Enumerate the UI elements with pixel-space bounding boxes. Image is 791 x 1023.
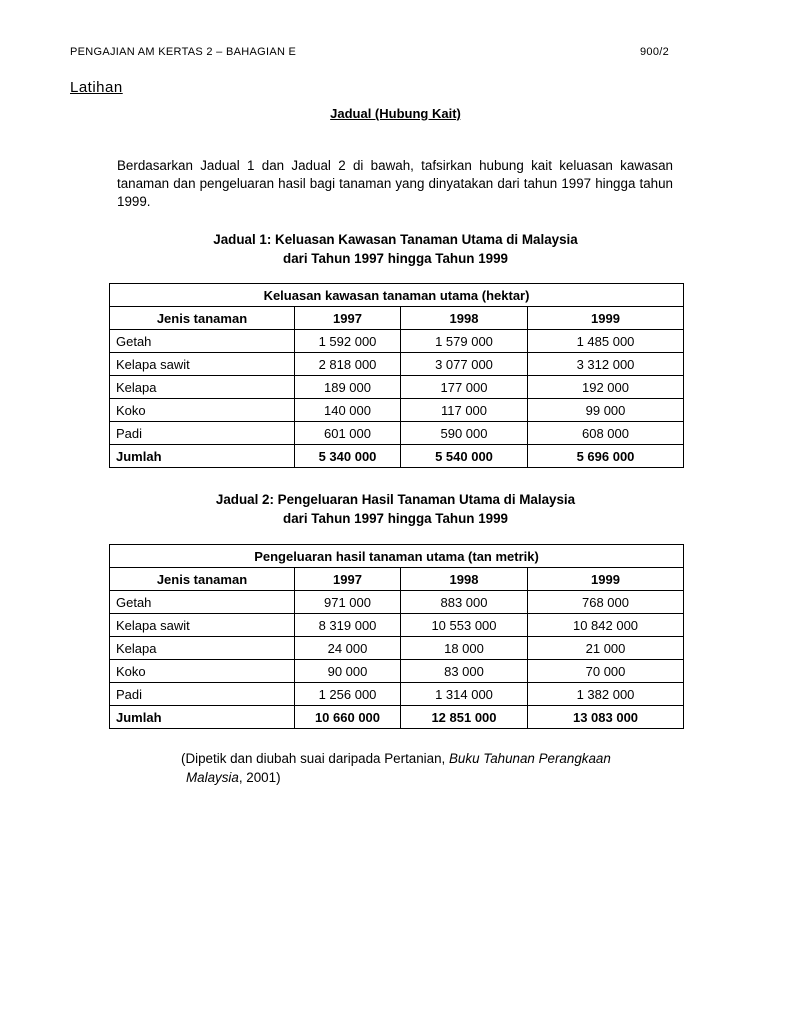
- table-cell: 90 000: [295, 660, 401, 683]
- table-cell: 10 842 000: [528, 614, 684, 637]
- source-suffix: , 2001): [238, 770, 281, 785]
- table-cell: Kelapa sawit: [110, 353, 295, 376]
- table-cell: 8 319 000: [295, 614, 401, 637]
- table-cell: 1 485 000: [528, 330, 684, 353]
- table1-title: [0, 230, 791, 268]
- page-subtitle: Jadual (Hubung Kait): [330, 106, 461, 121]
- table-cell: 590 000: [401, 422, 528, 445]
- table-cell: 971 000: [295, 591, 401, 614]
- source-citation: [181, 749, 691, 787]
- table1-caption-row: [110, 284, 684, 307]
- section-label: Latihan: [70, 79, 123, 96]
- table-cell: 99 000: [528, 399, 684, 422]
- total-cell: 12 851 000: [401, 706, 528, 729]
- table-row: [110, 399, 684, 422]
- table-cell: Kelapa sawit: [110, 614, 295, 637]
- table-cell: Kelapa: [110, 376, 295, 399]
- table-cell: Koko: [110, 660, 295, 683]
- table-cell: 608 000: [528, 422, 684, 445]
- table-cell: Getah: [110, 330, 295, 353]
- table-row: [110, 330, 684, 353]
- table-cell: 3 312 000: [528, 353, 684, 376]
- total-cell: 10 660 000: [295, 706, 401, 729]
- table-cell: 117 000: [401, 399, 528, 422]
- table-row: [110, 591, 684, 614]
- table-cell: Kelapa: [110, 637, 295, 660]
- table1-col-header: 1999: [528, 307, 684, 330]
- table-cell: 1 579 000: [401, 330, 528, 353]
- table-cell: Koko: [110, 399, 295, 422]
- table1-col-header: 1997: [295, 307, 401, 330]
- table-cell: 177 000: [401, 376, 528, 399]
- table2-col-header: 1997: [295, 568, 401, 591]
- table-cell: 83 000: [401, 660, 528, 683]
- table-cell: Padi: [110, 422, 295, 445]
- table1: [109, 283, 684, 468]
- table1-total-row: [110, 445, 684, 468]
- table1-header-row: [110, 307, 684, 330]
- table-row: [110, 376, 684, 399]
- table2: [109, 544, 684, 729]
- table-cell: 192 000: [528, 376, 684, 399]
- table-cell: 70 000: [528, 660, 684, 683]
- total-cell: 5 340 000: [295, 445, 401, 468]
- table2-col-header: 1998: [401, 568, 528, 591]
- instruction-paragraph: Berdasarkan Jadual 1 dan Jadual 2 di bawah, tafsirkan hubung kait keluasan kawasan tanaman dan pengeluaran hasil bagi tanaman yang dinyatakan dari tahun 1997 hingga tahun 1999.: [117, 158, 673, 209]
- table-row: [110, 422, 684, 445]
- table2-col-header: Jenis tanaman: [110, 568, 295, 591]
- table-cell: 1 256 000: [295, 683, 401, 706]
- table-cell: Getah: [110, 591, 295, 614]
- table-row: [110, 353, 684, 376]
- total-label: Jumlah: [110, 706, 295, 729]
- total-cell: 13 083 000: [528, 706, 684, 729]
- table2-title: [0, 490, 791, 528]
- table2-col-header: 1999: [528, 568, 684, 591]
- table-row: [110, 683, 684, 706]
- table2-caption-row: [110, 545, 684, 568]
- total-cell: 5 540 000: [401, 445, 528, 468]
- table1-col-header: 1998: [401, 307, 528, 330]
- table-cell: 140 000: [295, 399, 401, 422]
- table-cell: 24 000: [295, 637, 401, 660]
- table-row: [110, 614, 684, 637]
- table-cell: 768 000: [528, 591, 684, 614]
- table-cell: 1 592 000: [295, 330, 401, 353]
- table2-title-line1: Jadual 2: Pengeluaran Hasil Tanaman Utama di Malaysia: [215, 492, 576, 507]
- table-row: [110, 637, 684, 660]
- table1-col-header: Jenis tanaman: [110, 307, 295, 330]
- table-cell: 21 000: [528, 637, 684, 660]
- table2-title-line2: dari Tahun 1997 hingga Tahun 1999: [283, 511, 508, 526]
- table-row: [110, 660, 684, 683]
- table-cell: 3 077 000: [401, 353, 528, 376]
- table-cell: 10 553 000: [401, 614, 528, 637]
- table2-header-row: [110, 568, 684, 591]
- source-book-title-cont: Malaysia: [186, 770, 239, 785]
- table-cell: 189 000: [295, 376, 401, 399]
- table2-total-row: [110, 706, 684, 729]
- source-book-title: Buku Tahunan Perangkaan: [449, 751, 611, 766]
- source-prefix: (Dipetik dan diubah suai daripada Pertanian,: [181, 751, 449, 766]
- table1-title-line2: dari Tahun 1997 hingga Tahun 1999: [283, 251, 508, 266]
- total-cell: 5 696 000: [528, 445, 684, 468]
- total-label: Jumlah: [110, 445, 295, 468]
- table-cell: 1 382 000: [528, 683, 684, 706]
- table-cell: 18 000: [401, 637, 528, 660]
- table1-caption: Keluasan kawasan tanaman utama (hektar): [110, 284, 684, 307]
- table1-title-line1: Jadual 1: Keluasan Kawasan Tanaman Utama di Malaysia: [213, 232, 578, 247]
- page-header-code: 900/2: [640, 46, 670, 58]
- table-cell: 1 314 000: [401, 683, 528, 706]
- table-cell: 883 000: [401, 591, 528, 614]
- table-cell: Padi: [110, 683, 295, 706]
- table-cell: 2 818 000: [295, 353, 401, 376]
- page-header-title: PENGAJIAN AM KERTAS 2 – BAHAGIAN E: [70, 46, 297, 58]
- table-cell: 601 000: [295, 422, 401, 445]
- table2-caption: Pengeluaran hasil tanaman utama (tan metrik): [110, 545, 684, 568]
